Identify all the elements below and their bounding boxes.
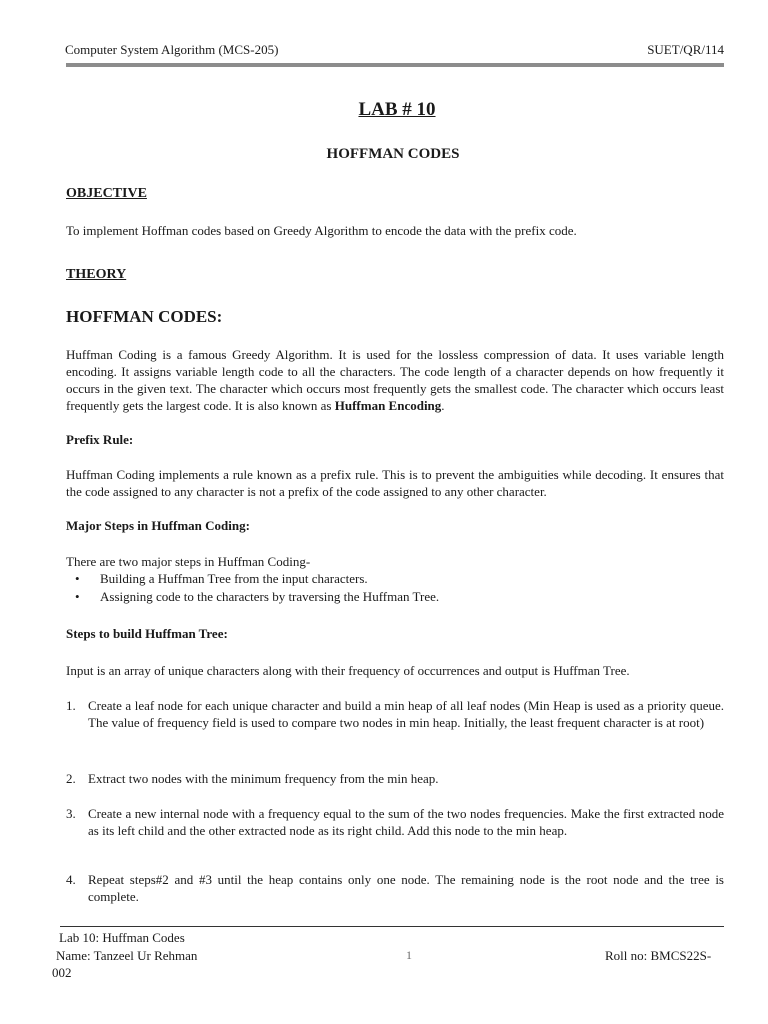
footer-student-name: Name: Tanzeel Ur Rehman	[56, 948, 198, 963]
header-divider	[66, 63, 724, 67]
step-text: Repeat steps#2 and #3 until the heap contains only one node. The remaining node is the root node and the tree is complete.	[88, 872, 724, 904]
step-item	[66, 770, 724, 787]
lab-title: LAB # 10	[358, 99, 436, 120]
list-item: • Building a Huffman Tree from the input characters.	[75, 571, 368, 586]
step-text: Create a leaf node for each unique character and build a min heap of all leaf nodes (Min Heap is used as a priority queue. The value of frequency field is used to compare two nodes in min heap. Initially, the least frequent character is at root)	[88, 698, 724, 730]
step-number: 3.	[66, 806, 76, 821]
bullet-icon: •	[75, 589, 80, 604]
page-number: 1	[406, 948, 412, 962]
step-text: Create a new internal node with a frequency equal to the sum of the two nodes frequencies. Make the first extracted node as its left child and the other extracted node as its right child. Add this node to the min heap.	[88, 806, 724, 838]
prefix-rule-heading: Prefix Rule:	[66, 432, 134, 447]
step-item	[66, 871, 724, 905]
step-item	[66, 697, 724, 731]
theory-paragraph: Huffman Coding is a famous Greedy Algorithm. It is used for the lossless compression of data. It uses variable length encoding. It assigns variable length code to all the characters. The code length of a character depends on how frequently it occurs in the given text. The character which occurs most frequently gets the smallest code. The character which occurs least frequently gets the largest code. It is also known as Huffman Encoding.	[66, 347, 724, 413]
footer-roll-number-continued: 002	[52, 965, 72, 980]
footer-roll-number: Roll no: BMCS22S-	[605, 948, 712, 963]
step-item	[66, 805, 724, 839]
bullet-icon: •	[75, 571, 80, 586]
objective-text: To implement Hoffman codes based on Greedy Algorithm to encode the data with the prefix code.	[66, 223, 577, 238]
step-number: 2.	[66, 771, 76, 786]
step-number: 1.	[66, 698, 76, 713]
prefix-rule-text: Huffman Coding implements a rule known as a prefix rule. This is to prevent the ambiguities while decoding. It ensures that the code assigned to any character is not a prefix of the code assigned to any other character.	[66, 467, 724, 499]
footer-divider	[60, 926, 724, 927]
major-steps-heading: Major Steps in Huffman Coding:	[66, 518, 250, 533]
document-code: SUET/QR/114	[647, 42, 724, 57]
step-number: 4.	[66, 872, 76, 887]
build-steps-heading: Steps to build Huffman Tree:	[66, 626, 228, 641]
theory-heading: THEORY	[66, 267, 127, 282]
step-text: Extract two nodes with the minimum frequency from the min heap.	[88, 771, 439, 786]
objective-heading: OBJECTIVE	[66, 186, 147, 201]
major-steps-list	[66, 570, 439, 606]
main-title: HOFFMAN CODES	[326, 146, 460, 162]
major-steps-intro: There are two major steps in Huffman Coding-	[66, 554, 311, 569]
bold-term: Huffman Encoding	[334, 398, 442, 413]
theory-subheading: HOFFMAN CODES:	[66, 307, 223, 326]
list-item: • Assigning code to the characters by traversing the Huffman Tree.	[75, 589, 440, 604]
build-steps-intro: Input is an array of unique characters along with their frequency of occurrences and output is Huffman Tree.	[66, 663, 630, 678]
footer-lab-title: Lab 10: Huffman Codes	[59, 930, 185, 945]
course-title: Computer System Algorithm (MCS-205)	[65, 42, 279, 57]
